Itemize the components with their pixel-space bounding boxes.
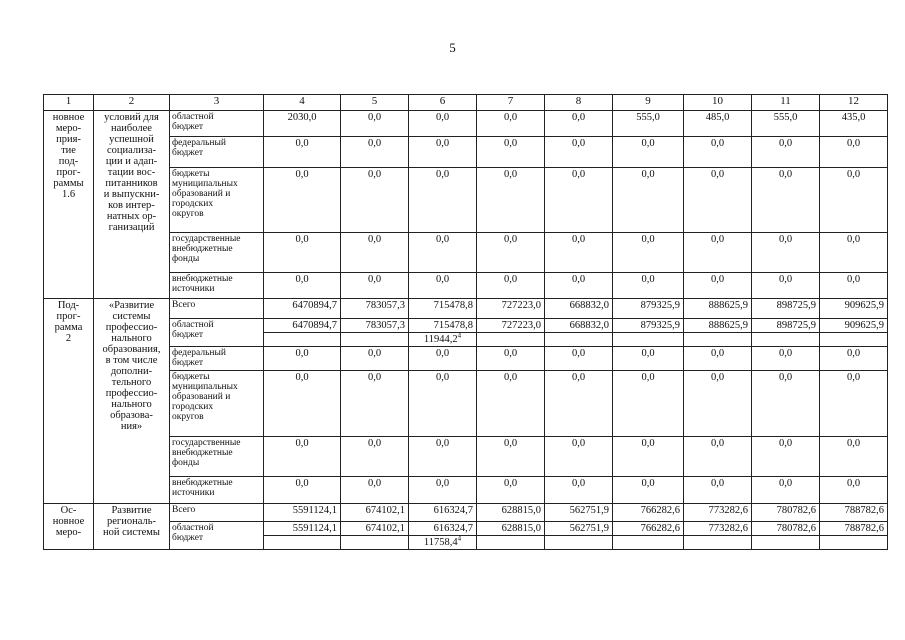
value-cell: 0,0 (752, 168, 820, 233)
value-cell (477, 333, 545, 347)
value-cell: 0,0 (477, 273, 545, 299)
value-cell: 5591124,1 (264, 522, 341, 536)
measure-title: Развитие региональ- ной системы (94, 504, 170, 550)
value-cell: 0,0 (477, 233, 545, 273)
value-cell: 0,0 (264, 371, 341, 437)
value-cell (545, 333, 613, 347)
value-cell: 0,0 (409, 273, 477, 299)
value-cell: 0,0 (409, 111, 477, 137)
value-cell: 0,0 (409, 437, 477, 477)
value-cell: 0,0 (477, 347, 545, 371)
value-cell: 0,0 (752, 233, 820, 273)
table-row (44, 504, 888, 522)
value-cell: 727223,0 (477, 319, 545, 333)
value-cell: 0,0 (820, 233, 888, 273)
value-cell: 0,0 (341, 437, 409, 477)
value-cell: 0,0 (545, 168, 613, 233)
budget-table (43, 94, 888, 550)
value-cell: 674102,1 (341, 504, 409, 522)
value-cell (477, 536, 545, 550)
value-cell (545, 536, 613, 550)
value-cell: 0,0 (409, 347, 477, 371)
column-header: 2 (94, 95, 170, 111)
value-cell: 0,0 (341, 233, 409, 273)
value-cell: 766282,6 (613, 522, 684, 536)
value-cell: 0,0 (820, 347, 888, 371)
measure-name: новное меро- прия- тие под- прог- раммы 1.6 (44, 111, 94, 299)
value-cell: 555,0 (752, 111, 820, 137)
column-header: 11 (752, 95, 820, 111)
column-header: 5 (341, 95, 409, 111)
value-cell: 0,0 (341, 137, 409, 168)
column-header: 3 (170, 95, 264, 111)
value-cell: 628815,0 (477, 522, 545, 536)
value-cell: 0,0 (613, 371, 684, 437)
value-cell: 0,0 (684, 347, 752, 371)
value-cell: 888625,9 (684, 299, 752, 319)
value-cell (820, 536, 888, 550)
value-cell: 715478,8 (409, 299, 477, 319)
value-cell: 0,0 (409, 371, 477, 437)
value-cell: 6470894,7 (264, 319, 341, 333)
funding-source: Всего (170, 504, 264, 522)
table-row (44, 477, 888, 504)
value-cell (409, 536, 477, 550)
value-cell: 0,0 (820, 437, 888, 477)
value-cell: 0,0 (409, 137, 477, 168)
value-cell: 0,0 (684, 371, 752, 437)
funding-source: Всего (170, 299, 264, 319)
value-cell: 0,0 (684, 233, 752, 273)
value-cell: 909625,9 (820, 299, 888, 319)
table-row (44, 319, 888, 333)
value-cell: 0,0 (264, 347, 341, 371)
footnote-mark: 4 (457, 332, 462, 340)
subprogram-title: «Развитие системы профессио- нального образования, в том числе дополни- тельного профессио- нального образова- ния» (94, 299, 170, 504)
value-cell: 0,0 (409, 233, 477, 273)
value-cell: 0,0 (545, 437, 613, 477)
value-cell: 0,0 (684, 168, 752, 233)
funding-source: бюджеты муниципальных образований и городских округов (170, 371, 264, 437)
value-cell: 0,0 (613, 168, 684, 233)
value-cell: 715478,8 (409, 319, 477, 333)
value-cell: 674102,1 (341, 522, 409, 536)
value-cell: 6470894,7 (264, 299, 341, 319)
value-cell: 0,0 (613, 477, 684, 504)
footnote-mark: 4 (457, 535, 462, 543)
value-cell: 0,0 (545, 477, 613, 504)
value-cell: 0,0 (545, 347, 613, 371)
value-cell: 0,0 (264, 477, 341, 504)
value-cell (341, 333, 409, 347)
value-cell: 0,0 (820, 137, 888, 168)
value-cell: 0,0 (752, 347, 820, 371)
value-cell: 0,0 (545, 273, 613, 299)
page-number: 5 (449, 40, 456, 55)
funding-source: государственные внебюджетные фонды (170, 233, 264, 273)
value-cell: 0,0 (341, 273, 409, 299)
header-row (44, 95, 888, 111)
value-cell: 0,0 (341, 477, 409, 504)
table-row (44, 371, 888, 437)
value-cell: 0,0 (684, 477, 752, 504)
table-row (44, 522, 888, 536)
value-cell: 0,0 (613, 347, 684, 371)
value-cell: 0,0 (820, 273, 888, 299)
funding-source: областной бюджет (170, 319, 264, 347)
value-cell: 0,0 (477, 477, 545, 504)
value-cell: 766282,6 (613, 504, 684, 522)
table-row (44, 137, 888, 168)
value-cell: 435,0 (820, 111, 888, 137)
value-cell: 0,0 (613, 273, 684, 299)
value-cell: 0,0 (545, 137, 613, 168)
value-cell: 0,0 (545, 233, 613, 273)
funding-source: государственные внебюджетные фонды (170, 437, 264, 477)
footnote-value: 11758,4 (423, 537, 458, 548)
funding-source: областной бюджет (170, 111, 264, 137)
value-cell: 909625,9 (820, 319, 888, 333)
value-cell (409, 333, 477, 347)
measure-title: условий для наиболее успешной социализа- ции и адап- тации вос- питанников и выпускни- ков интер- натных ор- ганизаций (94, 111, 170, 299)
value-cell: 773282,6 (684, 504, 752, 522)
value-cell: 0,0 (613, 137, 684, 168)
value-cell: 0,0 (264, 437, 341, 477)
value-cell: 0,0 (477, 137, 545, 168)
value-cell: 0,0 (752, 137, 820, 168)
column-header: 10 (684, 95, 752, 111)
value-cell: 0,0 (264, 233, 341, 273)
value-cell: 0,0 (752, 273, 820, 299)
value-cell (752, 536, 820, 550)
value-cell: 562751,9 (545, 522, 613, 536)
value-cell: 0,0 (752, 371, 820, 437)
value-cell: 0,0 (820, 168, 888, 233)
value-cell: 0,0 (477, 111, 545, 137)
column-header: 7 (477, 95, 545, 111)
funding-source: бюджеты муниципальных образований и городских округов (170, 168, 264, 233)
value-cell: 879325,9 (613, 299, 684, 319)
value-cell: 0,0 (341, 347, 409, 371)
measure-name: Ос- новное меро- (44, 504, 94, 550)
column-header: 4 (264, 95, 341, 111)
value-cell (684, 536, 752, 550)
value-cell: 0,0 (264, 137, 341, 168)
value-cell: 727223,0 (477, 299, 545, 319)
table-row (44, 168, 888, 233)
table-row (44, 437, 888, 477)
value-cell: 898725,9 (752, 319, 820, 333)
value-cell: 783057,3 (341, 319, 409, 333)
value-cell: 0,0 (820, 371, 888, 437)
column-header: 8 (545, 95, 613, 111)
value-cell: 0,0 (341, 168, 409, 233)
value-cell: 0,0 (264, 273, 341, 299)
value-cell (264, 536, 341, 550)
value-cell: 0,0 (752, 437, 820, 477)
value-cell: 668832,0 (545, 299, 613, 319)
column-header: 6 (409, 95, 477, 111)
value-cell: 616324,7 (409, 522, 477, 536)
value-cell (684, 333, 752, 347)
value-cell: 780782,6 (752, 522, 820, 536)
value-cell: 0,0 (341, 371, 409, 437)
value-cell: 0,0 (752, 477, 820, 504)
value-cell (341, 536, 409, 550)
footnote-value: 11944,2 (423, 334, 458, 345)
table-row (44, 233, 888, 273)
column-header: 12 (820, 95, 888, 111)
value-cell: 485,0 (684, 111, 752, 137)
column-header: 9 (613, 95, 684, 111)
value-cell: 0,0 (613, 437, 684, 477)
value-cell: 0,0 (545, 111, 613, 137)
value-cell: 628815,0 (477, 504, 545, 522)
value-cell: 668832,0 (545, 319, 613, 333)
table-row (44, 111, 888, 137)
value-cell: 879325,9 (613, 319, 684, 333)
value-cell (752, 333, 820, 347)
subprogram-name: Под- прог- рамма 2 (44, 299, 94, 504)
table-row (44, 299, 888, 319)
value-cell: 555,0 (613, 111, 684, 137)
value-cell: 783057,3 (341, 299, 409, 319)
value-cell: 562751,9 (545, 504, 613, 522)
value-cell: 2030,0 (264, 111, 341, 137)
value-cell (264, 333, 341, 347)
value-cell: 0,0 (613, 233, 684, 273)
value-cell: 0,0 (684, 137, 752, 168)
value-cell: 0,0 (820, 477, 888, 504)
value-cell: 788782,6 (820, 504, 888, 522)
value-cell: 788782,6 (820, 522, 888, 536)
funding-source: федеральный бюджет (170, 347, 264, 371)
value-cell: 0,0 (477, 168, 545, 233)
value-cell: 898725,9 (752, 299, 820, 319)
funding-source: федеральный бюджет (170, 137, 264, 168)
value-cell (613, 333, 684, 347)
value-cell: 0,0 (684, 273, 752, 299)
value-cell: 616324,7 (409, 504, 477, 522)
value-cell: 5591124,1 (264, 504, 341, 522)
value-cell (820, 333, 888, 347)
funding-source: областной бюджет (170, 522, 264, 550)
value-cell: 0,0 (264, 168, 341, 233)
value-cell: 888625,9 (684, 319, 752, 333)
value-cell: 773282,6 (684, 522, 752, 536)
table-row (44, 273, 888, 299)
value-cell: 0,0 (477, 371, 545, 437)
value-cell (613, 536, 684, 550)
value-cell: 0,0 (477, 437, 545, 477)
value-cell: 0,0 (545, 371, 613, 437)
value-cell: 780782,6 (752, 504, 820, 522)
value-cell: 0,0 (341, 111, 409, 137)
table-row (44, 347, 888, 371)
value-cell: 0,0 (409, 477, 477, 504)
value-cell: 0,0 (409, 168, 477, 233)
funding-source: внебюджетные источники (170, 273, 264, 299)
column-header: 1 (44, 95, 94, 111)
value-cell: 0,0 (684, 437, 752, 477)
funding-source: внебюджетные источники (170, 477, 264, 504)
